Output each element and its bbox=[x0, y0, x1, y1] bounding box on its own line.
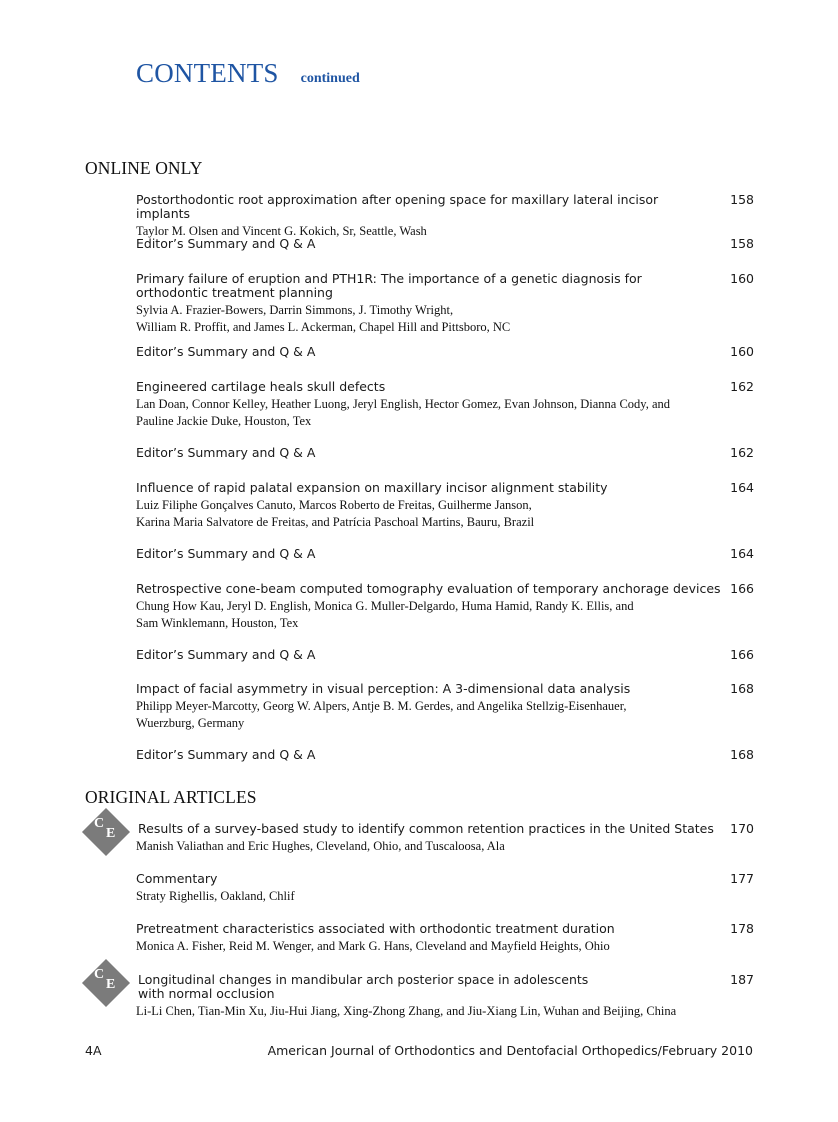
authors-line: Sam Winklemann, Houston, Tex bbox=[136, 615, 299, 630]
toc-entry[interactable] bbox=[138, 822, 754, 855]
page-number: 162 bbox=[730, 379, 754, 394]
article-title[interactable]: Impact of facial asymmetry in visual perception: A 3-dimensional data analysis bbox=[136, 681, 631, 696]
page-number: 164 bbox=[730, 546, 754, 561]
article-authors: Taylor M. Olsen and Vincent G. Kokich, Sr, Seattle, Wash bbox=[136, 224, 427, 238]
toc-entry[interactable] bbox=[138, 973, 754, 1020]
toc-entry[interactable] bbox=[136, 547, 754, 561]
toc-entry[interactable] bbox=[136, 922, 754, 955]
article-authors bbox=[136, 396, 754, 429]
page-number: 160 bbox=[730, 344, 754, 359]
toc-entry[interactable] bbox=[136, 446, 754, 460]
article-title[interactable]: Postorthodontic root approximation after opening space for maxillary lateral incisor implants bbox=[136, 192, 659, 221]
toc-entry[interactable] bbox=[136, 237, 754, 251]
section-title-original-articles: ORIGINAL ARTICLES bbox=[85, 787, 257, 807]
article-authors: Manish Valiathan and Eric Hughes, Cleveland, Ohio, and Tuscaloosa, Ala bbox=[136, 839, 505, 853]
toc-entry[interactable] bbox=[136, 481, 754, 530]
toc-entry[interactable] bbox=[136, 345, 754, 359]
ce-letter-c: C bbox=[94, 816, 105, 831]
page-number: 170 bbox=[730, 821, 754, 836]
toc-entry[interactable] bbox=[136, 380, 754, 429]
article-title[interactable]: Editor’s Summary and Q & A bbox=[136, 647, 316, 662]
article-title[interactable]: Editor’s Summary and Q & A bbox=[136, 236, 316, 251]
authors-line: Lan Doan, Connor Kelley, Heather Luong, Jeryl English, Hector Gomez, Evan Johnson, Dianna Cody, and bbox=[136, 397, 671, 411]
article-title[interactable]: Primary failure of eruption and PTH1R: The importance of a genetic diagnosis for orthodontic treatment planning bbox=[136, 271, 642, 300]
article-title[interactable]: Retrospective cone-beam computed tomography evaluation of temporary anchorage devices bbox=[136, 581, 721, 596]
article-authors: Monica A. Fisher, Reid M. Wenger, and Mark G. Hans, Cleveland and Mayfield Heights, Ohio bbox=[136, 939, 610, 953]
page-number: 164 bbox=[730, 480, 754, 495]
journal-citation: American Journal of Orthodontics and Dentofacial Orthopedics/February 2010 bbox=[267, 1043, 753, 1058]
toc-entry[interactable] bbox=[136, 648, 754, 662]
article-title[interactable]: Editor’s Summary and Q & A bbox=[136, 344, 316, 359]
authors-line: William R. Proffit, and James L. Ackerman, Chapel Hill and Pittsboro, NC bbox=[136, 319, 511, 334]
authors-line: Karina Maria Salvatore de Freitas, and Patrícia Paschoal Martins, Bauru, Brazil bbox=[136, 514, 535, 529]
article-authors: Straty Righellis, Oakland, Chlif bbox=[136, 889, 295, 903]
toc-entry[interactable] bbox=[136, 748, 754, 762]
article-title[interactable]: Longitudinal changes in mandibular arch posterior space in adolescents with normal occlusion bbox=[138, 972, 589, 1001]
toc-entry[interactable] bbox=[136, 582, 754, 631]
page-subtitle: continued bbox=[300, 71, 360, 86]
ce-badge-label bbox=[84, 810, 128, 854]
article-title[interactable]: Commentary bbox=[136, 871, 218, 886]
article-title[interactable]: Influence of rapid palatal expansion on maxillary incisor alignment stability bbox=[136, 480, 608, 495]
toc-entry[interactable] bbox=[136, 272, 754, 335]
page-number: 187 bbox=[730, 972, 754, 987]
page-number: 158 bbox=[730, 236, 754, 251]
article-title[interactable]: Editor’s Summary and Q & A bbox=[136, 747, 316, 762]
article-authors bbox=[136, 302, 754, 335]
authors-line: Wuerzburg, Germany bbox=[136, 715, 245, 730]
article-authors bbox=[136, 497, 754, 530]
article-title[interactable]: Engineered cartilage heals skull defects bbox=[136, 379, 386, 394]
toc-entry[interactable] bbox=[136, 193, 754, 240]
toc-entry[interactable] bbox=[136, 682, 754, 731]
article-title[interactable]: Pretreatment characteristics associated with orthodontic treatment duration bbox=[136, 921, 615, 936]
ce-letter-e: E bbox=[106, 826, 116, 841]
page-number: 168 bbox=[730, 681, 754, 696]
authors-line: Pauline Jackie Duke, Houston, Tex bbox=[136, 413, 312, 428]
page-number: 177 bbox=[730, 871, 754, 886]
page-number: 168 bbox=[730, 747, 754, 762]
authors-line: Chung How Kau, Jeryl D. English, Monica G. Muller-Delgardo, Huma Hamid, Randy K. Ellis, and bbox=[136, 599, 634, 613]
page-number: 162 bbox=[730, 445, 754, 460]
section-title-online-only: ONLINE ONLY bbox=[85, 158, 203, 178]
page-number: 166 bbox=[730, 581, 754, 596]
authors-line: Sylvia A. Frazier-Bowers, Darrin Simmons, J. Timothy Wright, bbox=[136, 303, 454, 317]
ce-badge-label bbox=[84, 961, 128, 1005]
page-heading bbox=[136, 58, 360, 89]
page-title: CONTENTS bbox=[136, 58, 279, 88]
page-number: 160 bbox=[730, 271, 754, 286]
article-title[interactable]: Editor’s Summary and Q & A bbox=[136, 445, 316, 460]
article-authors: Li-Li Chen, Tian-Min Xu, Jiu-Hui Jiang, Xing-Zhong Zhang, and Jiu-Xiang Lin, Wuhan and Beijing, China bbox=[136, 1004, 677, 1018]
folio-number: 4A bbox=[85, 1043, 102, 1058]
article-authors bbox=[136, 598, 754, 631]
page-number: 158 bbox=[730, 192, 754, 207]
ce-letter-e: E bbox=[106, 977, 116, 992]
ce-letter-c: C bbox=[94, 967, 105, 982]
authors-line: Philipp Meyer-Marcotty, Georg W. Alpers, Antje B. M. Gerdes, and Angelika Stellzig-Eisenhauer, bbox=[136, 699, 627, 713]
article-title[interactable]: Results of a survey-based study to identify common retention practices in the United States bbox=[138, 821, 714, 836]
article-title[interactable]: Editor’s Summary and Q & A bbox=[136, 546, 316, 561]
page-number: 166 bbox=[730, 647, 754, 662]
article-authors bbox=[136, 698, 754, 731]
toc-entry[interactable] bbox=[136, 872, 754, 905]
page-number: 178 bbox=[730, 921, 754, 936]
authors-line: Luiz Filiphe Gonçalves Canuto, Marcos Roberto de Freitas, Guilherme Janson, bbox=[136, 498, 532, 512]
